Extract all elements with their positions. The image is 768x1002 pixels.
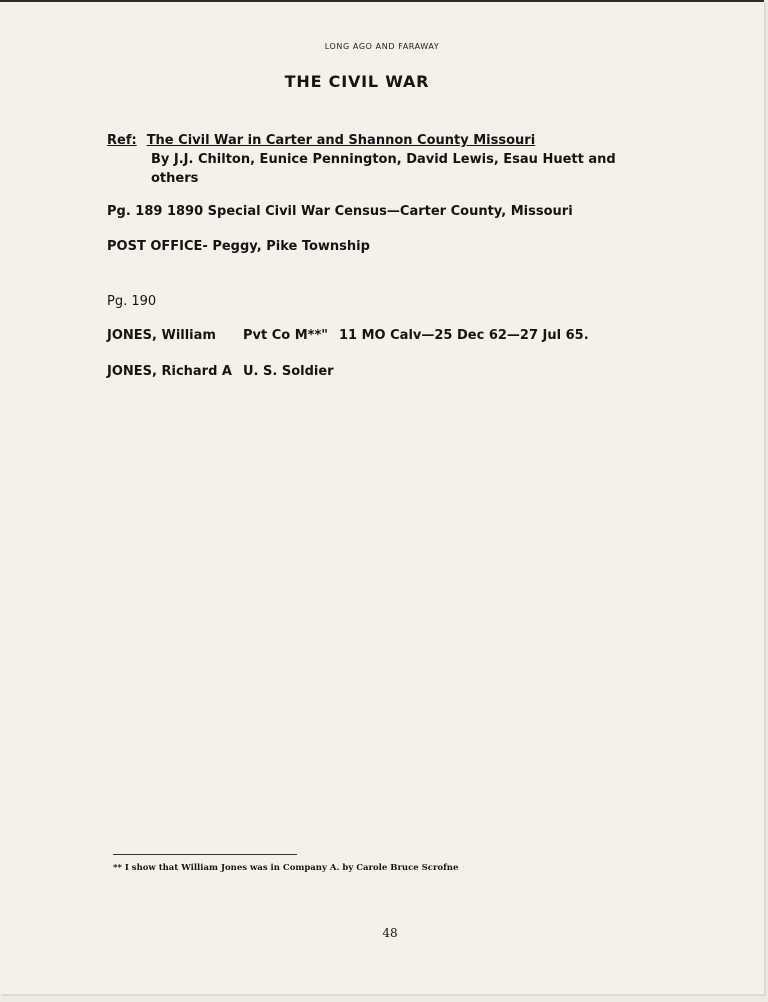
soldier-name: JONES, William: [107, 328, 216, 343]
soldier-entry: [107, 328, 589, 343]
census-line: Pg. 189 1890 Special Civil War Census—Carter County, Missouri: [107, 204, 573, 219]
footnote-divider: [113, 854, 297, 855]
soldier-service: 11 MO Calv—25 Dec 62—27 Jul 65.: [339, 328, 589, 343]
soldier-service: U. S. Soldier: [243, 364, 334, 379]
reference-line: [107, 133, 535, 148]
soldier-entry: [107, 364, 334, 379]
soldier-name: JONES, Richard A: [107, 364, 232, 379]
soldier-rank: Pvt Co M**": [243, 328, 329, 343]
footnote: ** I show that William Jones was in Company A. by Carole Bruce Scrofne: [113, 863, 459, 873]
reference-authors: By J.J. Chilton, Eunice Pennington, David Lewis, Esau Huett and others: [151, 152, 616, 186]
page-reference: Pg. 190: [107, 294, 157, 309]
scan-top-edge: [0, 0, 764, 2]
page-number: 48: [382, 926, 398, 940]
post-office-line: POST OFFICE- Peggy, Pike Township: [107, 239, 370, 254]
reference-label: Ref:: [107, 133, 137, 148]
reference-title: The Civil War in Carter and Shannon County Missouri: [146, 133, 536, 148]
running-header: LONG AGO AND FARAWAY: [324, 42, 440, 51]
page-title: THE CIVIL WAR: [284, 72, 430, 91]
